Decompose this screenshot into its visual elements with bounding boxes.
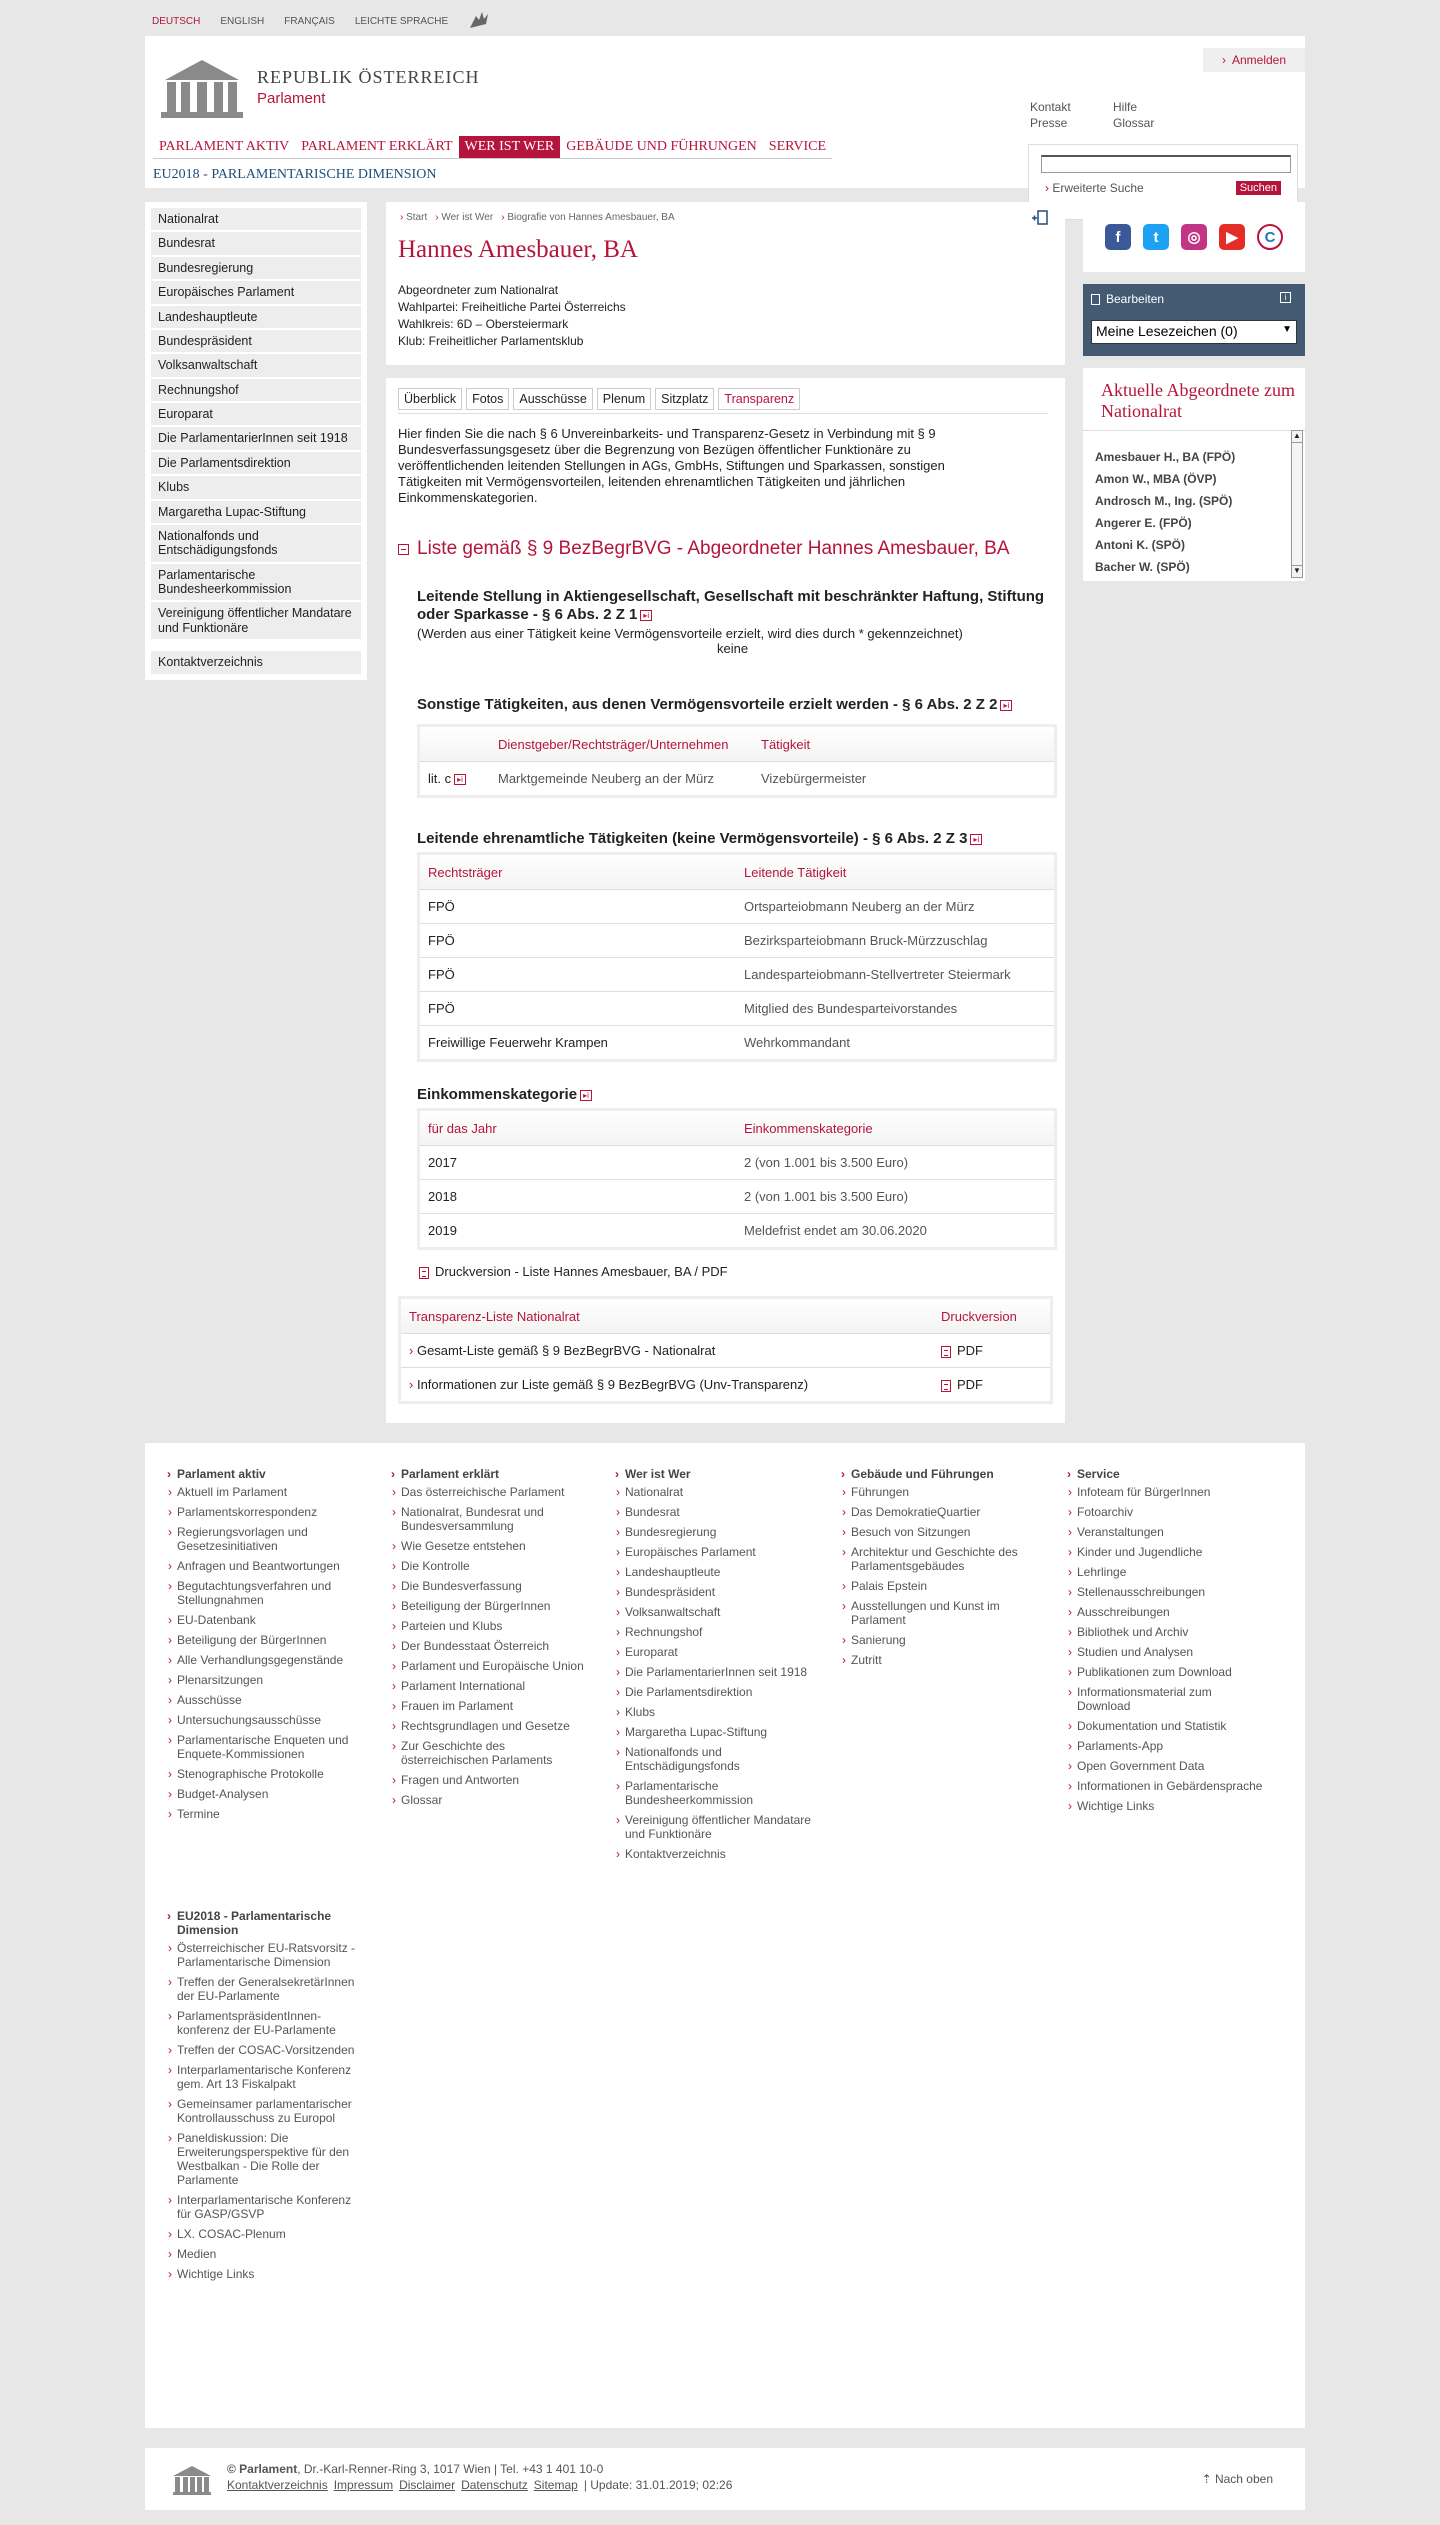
footer-heading[interactable]: › Parlament aktiv: [163, 1467, 363, 1481]
social-links: [1083, 202, 1305, 272]
leftnav-item[interactable]: Bundesregierung: [151, 257, 361, 279]
section-leitende-stellung: [417, 588, 1057, 656]
footer-link[interactable]: › Frauen im Parlament: [401, 1699, 587, 1713]
link-datenschutz[interactable]: Datenschutz: [461, 2478, 528, 2492]
section-title: Leitende ehrenamtliche Tätigkeiten (keine Vermögensvorteile) - § 6 Abs. 2 Z 3 ▸i: [417, 830, 1057, 848]
lang-en[interactable]: ENGLISH: [220, 15, 265, 27]
section-title: Einkommenskategorie ▸i: [417, 1086, 1057, 1104]
footer-link[interactable]: › Parteien und Klubs: [401, 1619, 587, 1633]
footer-link[interactable]: › Volksanwaltschaft: [625, 1605, 811, 1619]
member-list: [1095, 446, 1235, 578]
update-date: | Update: 31.01.2019; 02:26: [583, 2478, 733, 2492]
chevron-right-icon: ›: [1045, 181, 1053, 195]
footer-link[interactable]: › Studien und Analysen: [1077, 1645, 1263, 1659]
nav-parlament-erklaert[interactable]: PARLAMENT ERKLÄRT: [301, 139, 453, 154]
footer-col-wer-ist-wer: [611, 1467, 811, 1867]
footer-link[interactable]: › Österreichischer EU-Ratsvorsitz - Parlamentarische Dimension: [177, 1941, 363, 1969]
section-title: Leitende Stellung in Aktiengesellschaft, Gesellschaft mit beschränkter Haftung, Stiftung oder Sparkasse - § 6 Abs. 2 Z 1 ▸i: [417, 588, 1045, 623]
footer-link[interactable]: › Vereinigung öffentlicher Mandatare und Funktionäre: [625, 1813, 811, 1841]
footer-link[interactable]: › Kontaktverzeichnis: [625, 1847, 811, 1861]
footer-link[interactable]: › Rechtsgrundlagen und Gesetze: [401, 1719, 587, 1733]
table-row: [420, 761, 1054, 795]
tab-transparenz[interactable]: Transparenz: [718, 388, 800, 410]
footer-link[interactable]: › Paneldiskussion: Die Erweiterungsperspektive für den Westbalkan - Die Rolle der Parlamente: [177, 2131, 363, 2187]
leftnav-item[interactable]: Volksanwaltschaft: [151, 354, 361, 376]
footer-link[interactable]: › Ausschüsse: [177, 1693, 363, 1707]
leftnav-item[interactable]: Bundespräsident: [151, 330, 361, 352]
footer-col-eu2018: [163, 1909, 363, 2287]
nav-eu2018[interactable]: EU2018 - PARLAMENTARISCHE DIMENSION: [153, 167, 437, 182]
scrollbar[interactable]: ▲ ▼: [1291, 430, 1303, 578]
footer-link[interactable]: › Bundespräsident: [625, 1585, 811, 1599]
table-row: 2017 2 (von 1.001 bis 3.500 Euro): [420, 1145, 1054, 1179]
footer-link[interactable]: › Anfragen und Beantwortungen: [177, 1559, 363, 1573]
member-info: [398, 282, 626, 350]
leftnav-item[interactable]: Nationalrat: [151, 208, 361, 230]
info-icon[interactable]: i: [1280, 292, 1291, 303]
table-ehrenamtlich: [417, 852, 1057, 1062]
pdf-icon: [941, 1346, 951, 1358]
footer-link[interactable]: › Architektur und Geschichte des Parlamentsgebäudes: [851, 1545, 1037, 1573]
footer-link[interactable]: › Die Parlamentsdirektion: [625, 1685, 811, 1699]
logo-title: REPUBLIK ÖSTERREICH: [257, 67, 480, 87]
leftnav-item[interactable]: Europäisches Parlament: [151, 281, 361, 303]
footer-link[interactable]: › Beteiligung der BürgerInnen: [401, 1599, 587, 1613]
current-members-panel: [1083, 368, 1305, 581]
footer-heading[interactable]: › Wer ist Wer: [611, 1467, 811, 1481]
footer-link[interactable]: › Beteiligung der BürgerInnen: [177, 1633, 363, 1647]
nav-wer-ist-wer[interactable]: WER IST WER: [459, 136, 561, 158]
footer-link[interactable]: › Zutritt: [851, 1653, 1037, 1667]
leftnav-item[interactable]: Rechnungshof: [151, 379, 361, 401]
logo-subtitle: Parlament: [257, 90, 326, 107]
footer-link[interactable]: › Gemeinsamer parlamentarischer Kontrollausschuss zu Europol: [177, 2097, 363, 2125]
footer-link[interactable]: › Europarat: [625, 1645, 811, 1659]
info-party: Wahlpartei: Freiheitliche Partei Österreichs: [398, 300, 626, 314]
footer-link[interactable]: › Aktuell im Parlament: [177, 1485, 363, 1499]
left-navigation: [145, 202, 367, 680]
footer-link[interactable]: › Wichtige Links: [1077, 1799, 1263, 1813]
list-item[interactable]: Amesbauer H., BA (FPÖ): [1095, 450, 1236, 464]
transparency-content: [386, 378, 1065, 1423]
tab-plenum[interactable]: Plenum: [597, 388, 651, 410]
footer-link[interactable]: › Dokumentation und Statistik: [1077, 1719, 1263, 1733]
footer-link[interactable]: › Publikationen zum Download: [1077, 1665, 1263, 1679]
bookmarks-select[interactable]: Meine Lesezeichen (0) ▼: [1091, 320, 1297, 344]
site-header: [145, 36, 1305, 195]
pdf-icon: [419, 1267, 429, 1279]
bookmark-icon: [1091, 294, 1100, 305]
table-row: FPÖ Mitglied des Bundesparteivorstandes: [420, 991, 1054, 1025]
list-item[interactable]: Androsch M., Ing. (SPÖ): [1095, 494, 1233, 508]
leftnav-item[interactable]: Europarat: [151, 403, 361, 425]
table-einkommen: [417, 1108, 1057, 1250]
footer-link[interactable]: › Rechnungshof: [625, 1625, 811, 1639]
chevron-down-icon: ▼: [1282, 324, 1292, 335]
breadcrumb-item[interactable]: › Start: [400, 212, 428, 223]
footer-link[interactable]: › Palais Epstein: [851, 1579, 1037, 1593]
section-value: keine: [717, 641, 749, 656]
table-cell: Vizebürgermeister: [761, 771, 867, 786]
footer-link[interactable]: › Ausstellungen und Kunst im Parlament: [851, 1599, 1037, 1627]
logo[interactable]: [157, 54, 480, 120]
footer-link[interactable]: › Parlament International: [401, 1679, 587, 1693]
table-row: FPÖ Landesparteiobmann-Stellvertreter Steiermark: [420, 957, 1054, 991]
lang-de[interactable]: DEUTSCH: [152, 15, 201, 27]
tab-ueberblick[interactable]: Überblick: [398, 388, 462, 410]
footer-heading[interactable]: › EU2018 - Parlamentarische Dimension: [163, 1909, 363, 1937]
pdf-icon: [941, 1380, 951, 1392]
breadcrumb-current: › Biografie von Hannes Amesbauer, BA: [501, 212, 675, 223]
footer-link[interactable]: › Europäisches Parlament: [625, 1545, 811, 1559]
tab-bar: [398, 388, 800, 410]
footer-link[interactable]: › Der Bundesstaat Österreich: [401, 1639, 587, 1653]
list-heading-label: Liste gemäß § 9 BezBegrBVG - Abgeordneter Hannes Amesbauer, BA: [417, 538, 1010, 559]
footer-col-parlament-aktiv: [163, 1467, 363, 1827]
footer-link[interactable]: › Bibliothek und Archiv: [1077, 1625, 1263, 1639]
twitter-icon[interactable]: t: [1143, 224, 1169, 250]
table-header: für das Jahr Einkommenskategorie: [420, 1111, 1054, 1145]
press-link[interactable]: Presse: [1030, 116, 1068, 130]
copyright: © Parlament: [227, 2462, 298, 2476]
footer-col-gebaeude: [837, 1467, 1037, 1673]
leftnav-item-kontaktverzeichnis[interactable]: Kontaktverzeichnis: [151, 651, 361, 673]
page-title: Hannes Amesbauer, BA: [398, 236, 638, 263]
table-transparenz-liste: [398, 1296, 1053, 1404]
footer-col-parlament-erklaert: [387, 1467, 587, 1813]
info-icon[interactable]: ▸i: [454, 774, 466, 785]
back-to-top-link[interactable]: ⇡ Nach oben: [1201, 2472, 1273, 2486]
section-note: (Werden aus einer Tätigkeit keine Vermögensvorteile erzielt, wird dies durch * gekennzeichnet): [417, 626, 963, 641]
section-einkommenskategorie: [417, 1086, 1057, 1250]
table-row: FPÖ Ortsparteiobmann Neuberg an der Mürz: [420, 889, 1054, 923]
footer-heading[interactable]: › Parlament erklärt: [387, 1467, 587, 1481]
parliament-logo-icon: [157, 54, 247, 120]
footer-link[interactable]: › Die ParlamentarierInnen seit 1918: [625, 1665, 811, 1679]
table-cell: Marktgemeinde Neuberg an der Mürz: [498, 771, 715, 786]
login-label: Anmelden: [1231, 53, 1287, 67]
help-link[interactable]: Hilfe: [1113, 100, 1138, 114]
list-heading[interactable]: [398, 538, 1010, 560]
breadcrumb: [400, 212, 675, 223]
footer-link[interactable]: › Untersuchungsausschüsse: [177, 1713, 363, 1727]
language-bar: [152, 14, 492, 28]
link-impressum[interactable]: Impressum: [333, 2478, 394, 2492]
footer-link[interactable]: › ParlamentspräsidentInnen-konferenz der EU-Parlamente: [177, 2009, 363, 2037]
footer-link[interactable]: › Veranstaltungen: [1077, 1525, 1263, 1539]
table-header: Rechtsträger Leitende Tätigkeit: [420, 855, 1054, 889]
parliament-logo-small-icon: [171, 2464, 213, 2499]
footer-link[interactable]: › Nationalrat, Bundesrat und Bundesversammlung: [401, 1505, 587, 1533]
footer-link[interactable]: › Wie Gesetze entstehen: [401, 1539, 587, 1553]
footer-link[interactable]: › Fragen und Antworten: [401, 1773, 587, 1787]
link-sitemap[interactable]: Sitemap: [533, 2478, 578, 2492]
footer-link[interactable]: › EU-Datenbank: [177, 1613, 363, 1627]
section-sonstige-taetigkeiten: [417, 696, 1057, 798]
footer-link[interactable]: › LX. COSAC-Plenum: [177, 2227, 363, 2241]
footer-link[interactable]: › Kinder und Jugendliche: [1077, 1545, 1263, 1559]
sign-language-icon[interactable]: [468, 10, 492, 33]
footer-link[interactable]: › Stenographische Protokolle: [177, 1767, 363, 1781]
print-version-link[interactable]: [419, 1264, 728, 1279]
footer-link[interactable]: › Bundesrat: [625, 1505, 811, 1519]
footer-link[interactable]: › Interparlamentarische Konferenz für GASP/GSVP: [177, 2193, 363, 2221]
footer-link[interactable]: › Besuch von Sitzungen: [851, 1525, 1037, 1539]
footer-link[interactable]: › Alle Verhandlungsgegenstände: [177, 1653, 363, 1667]
panel-title: Aktuelle Abgeordnete zum Nationalrat: [1101, 380, 1295, 421]
login-button[interactable]: [1203, 48, 1305, 72]
table-row: Freiwillige Feuerwehr Krampen Wehrkommandant: [420, 1025, 1054, 1059]
footer-link[interactable]: › Das DemokratieQuartier: [851, 1505, 1037, 1519]
table-header: Transparenz-Liste Nationalrat Druckversion: [401, 1299, 1050, 1333]
facebook-icon[interactable]: f: [1105, 224, 1131, 250]
info-icon[interactable]: ▸i: [970, 834, 982, 845]
footer-link[interactable]: › Begutachtungsverfahren und Stellungnahmen: [177, 1579, 363, 1607]
nav-parlament-aktiv[interactable]: PARLAMENT AKTIV: [159, 139, 290, 154]
footer-link[interactable]: › Informationen in Gebärdensprache: [1077, 1779, 1263, 1793]
footer-link[interactable]: › Führungen: [851, 1485, 1037, 1499]
info-icon[interactable]: ▸i: [640, 610, 652, 621]
leftnav-item[interactable]: Nationalfonds und Entschädigungsfonds: [151, 525, 361, 562]
footer-col-service: [1063, 1467, 1263, 1819]
footer-link[interactable]: › Wichtige Links: [177, 2267, 363, 2281]
footer-link[interactable]: › Klubs: [625, 1705, 811, 1719]
list-item[interactable]: Angerer E. (FPÖ): [1095, 516, 1192, 530]
footer-link[interactable]: › Bundesregierung: [625, 1525, 811, 1539]
footer-link[interactable]: › Sanierung: [851, 1633, 1037, 1647]
tab-fotos[interactable]: Fotos: [466, 388, 509, 410]
lang-fr[interactable]: FRANÇAIS: [284, 15, 335, 27]
footer-link[interactable]: › Margaretha Lupac-Stiftung: [625, 1725, 811, 1739]
footer-link[interactable]: › Treffen der COSAC-Vorsitzenden: [177, 2043, 363, 2057]
table-row[interactable]: › Gesamt-Liste gemäß § 9 BezBegrBVG - Nationalrat PDF: [401, 1333, 1050, 1367]
footer-link[interactable]: › Treffen der GeneralsekretärInnen der EU-Parlamente: [177, 1975, 363, 2003]
arrow-up-icon: ⇡: [1201, 2472, 1215, 2486]
search-input[interactable]: [1041, 155, 1291, 173]
leftnav-item[interactable]: Bundesrat: [151, 232, 361, 254]
footer-link[interactable]: › Fotoarchiv: [1077, 1505, 1263, 1519]
bottom-bar: [145, 2448, 1305, 2510]
footer-link[interactable]: › Medien: [177, 2247, 363, 2261]
footer-link[interactable]: › Parlament und Europäische Union: [401, 1659, 587, 1673]
info-icon[interactable]: ▸i: [580, 1090, 592, 1101]
info-icon[interactable]: ▸i: [1000, 700, 1012, 711]
info-constituency: Wahlkreis: 6D – Obersteiermark: [398, 317, 569, 331]
address: , Dr.-Karl-Renner-Ring 3, 1017 Wien | Tel. +43 1 401 10-0: [297, 2462, 604, 2476]
info-role: Abgeordneter zum Nationalrat: [398, 283, 559, 297]
footer-link[interactable]: › Parlamentarische Bundesheerkommission: [625, 1779, 811, 1807]
list-item[interactable]: Amon W., MBA (ÖVP): [1095, 472, 1217, 486]
lang-easy[interactable]: LEICHTE SPRACHE: [354, 15, 449, 27]
footer-link[interactable]: › Nationalfonds und Entschädigungsfonds: [625, 1745, 811, 1773]
footer-link[interactable]: › Termine: [177, 1807, 363, 1821]
table-row[interactable]: › Informationen zur Liste gemäß § 9 BezBegrBVG (Unv-Transparenz) PDF: [401, 1367, 1050, 1401]
leftnav-item[interactable]: Die Parlamentsdirektion: [151, 452, 361, 474]
section-title: Sonstige Tätigkeiten, aus denen Vermögensvorteile erzielt werden - § 6 Abs. 2 Z 2 ▸i: [417, 696, 1057, 714]
main-navigation: [153, 136, 832, 159]
footer-link[interactable]: › Open Government Data: [1077, 1759, 1263, 1773]
leftnav-item[interactable]: Margaretha Lupac-Stiftung: [151, 501, 361, 523]
link-kontaktverzeichnis[interactable]: Kontaktverzeichnis: [227, 2478, 328, 2492]
footer-heading[interactable]: › Gebäude und Führungen: [837, 1467, 1037, 1481]
leftnav-item[interactable]: Vereinigung öffentlicher Mandatare und Funktionäre: [151, 602, 361, 639]
section-ehrenamtliche-taetigkeiten: [417, 830, 1057, 1062]
bookmarks-panel: [1083, 284, 1305, 356]
footer-link[interactable]: › Informationsmaterial zum Download: [1077, 1685, 1263, 1713]
leftnav-item[interactable]: Klubs: [151, 476, 361, 498]
biography-header: [386, 202, 1065, 365]
footer-link[interactable]: › Budget-Analysen: [177, 1787, 363, 1801]
nav-service[interactable]: SERVICE: [768, 139, 827, 154]
footer-link[interactable]: › Zur Geschichte des österreichischen Parlaments: [401, 1739, 587, 1767]
footer-link[interactable]: › Plenarsitzungen: [177, 1673, 363, 1687]
footer-link[interactable]: › Das österreichische Parlament: [401, 1485, 587, 1499]
advanced-search-link[interactable]: [1045, 181, 1144, 195]
bookmarks-edit-label[interactable]: Bearbeiten: [1106, 292, 1165, 306]
table-row: 2018 2 (von 1.001 bis 3.500 Euro): [420, 1179, 1054, 1213]
table-row: FPÖ Bezirksparteiobmann Bruck-Mürzzuschlag: [420, 923, 1054, 957]
youtube-icon[interactable]: ▶: [1219, 224, 1245, 250]
footer-heading[interactable]: › Service: [1063, 1467, 1263, 1481]
column-header: Dienstgeber/Rechtsträger/Unternehmen: [498, 736, 729, 752]
tab-ausschuesse[interactable]: Ausschüsse: [513, 388, 592, 410]
chevron-right-icon: ›: [1221, 53, 1226, 67]
tab-sitzplatz[interactable]: Sitzplatz: [655, 388, 714, 410]
nav-gebaeude[interactable]: GEBÄUDE UND FÜHRUNGEN: [566, 139, 757, 154]
footer-link[interactable]: › Die Bundesverfassung: [401, 1579, 587, 1593]
footer-link[interactable]: › Die Kontrolle: [401, 1559, 587, 1573]
collapse-icon: [398, 544, 409, 555]
app-icon[interactable]: C: [1257, 224, 1283, 250]
table-header: [420, 727, 1054, 761]
footer-link[interactable]: › Parlaments-App: [1077, 1739, 1263, 1753]
breadcrumb-item[interactable]: › Wer ist Wer: [435, 212, 494, 223]
table-sonstige: [417, 724, 1057, 798]
intro-text: Hier finden Sie die nach § 6 Unvereinbarkeits- und Transparenz-Gesetz in Verbindung mit § 9 Bundesverfassungsgesetz über die Begrenzung von Bezügen öffentlicher Funktionäre zu veröffentlichenden leitenden Stellungen in AGs, GmbHs, Stiftungen und Sparkassen, sonstigen Tätigkeiten mit Vermögensvorteilen, leitenden ehrenamtlichen Tätigkeiten und jährlichen Einkommenskategorien.: [398, 426, 945, 505]
footer-link[interactable]: › Stellenausschreibungen: [1077, 1585, 1263, 1599]
footer-link[interactable]: › Nationalrat: [625, 1485, 811, 1499]
list-item[interactable]: Antoni K. (SPÖ): [1095, 538, 1185, 552]
column-header: Tätigkeit: [761, 736, 811, 752]
footer-link[interactable]: › Parlamentarische Enqueten und Enquete-Kommissionen: [177, 1733, 363, 1761]
advanced-search-label: Erweiterte Suche: [1052, 181, 1144, 195]
footer-link[interactable]: › Infoteam für BürgerInnen: [1077, 1485, 1263, 1499]
list-item[interactable]: Bacher W. (SPÖ): [1095, 560, 1190, 574]
footer-link[interactable]: › Interparlamentarische Konferenz gem. Art 13 Fiskalpakt: [177, 2063, 363, 2091]
info-club: Klub: Freiheitlicher Parlamentsklub: [398, 334, 584, 348]
table-cell: lit. c ▸i: [420, 771, 490, 786]
footer-link[interactable]: › Ausschreibungen: [1077, 1605, 1263, 1619]
leftnav-item[interactable]: Die ParlamentarierInnen seit 1918: [151, 427, 361, 449]
meta-links: [1030, 100, 1193, 130]
footer-link[interactable]: › Landeshauptleute: [625, 1565, 811, 1579]
instagram-icon[interactable]: ◎: [1181, 224, 1207, 250]
leftnav-item[interactable]: Parlamentarische Bundesheerkommission: [151, 564, 361, 601]
print-version-label: Druckversion - Liste Hannes Amesbauer, BA / PDF: [435, 1264, 728, 1279]
search-button[interactable]: Suchen: [1236, 181, 1281, 195]
footer-link[interactable]: › Regierungsvorlagen und Gesetzesinitiativen: [177, 1525, 363, 1553]
footer-link[interactable]: › Parlamentskorrespondenz: [177, 1505, 363, 1519]
glossary-link[interactable]: Glossar: [1113, 116, 1155, 130]
bookmark-icon[interactable]: [1031, 210, 1049, 229]
footer-link[interactable]: › Lehrlinge: [1077, 1565, 1263, 1579]
leftnav-item[interactable]: Landeshauptleute: [151, 306, 361, 328]
footer-link[interactable]: › Glossar: [401, 1793, 587, 1807]
contact-link[interactable]: Kontakt: [1030, 100, 1071, 114]
link-disclaimer[interactable]: Disclaimer: [399, 2478, 456, 2492]
footer-sitemap: [145, 1443, 1305, 2428]
table-row: 2019 Meldefrist endet am 30.06.2020: [420, 1213, 1054, 1247]
